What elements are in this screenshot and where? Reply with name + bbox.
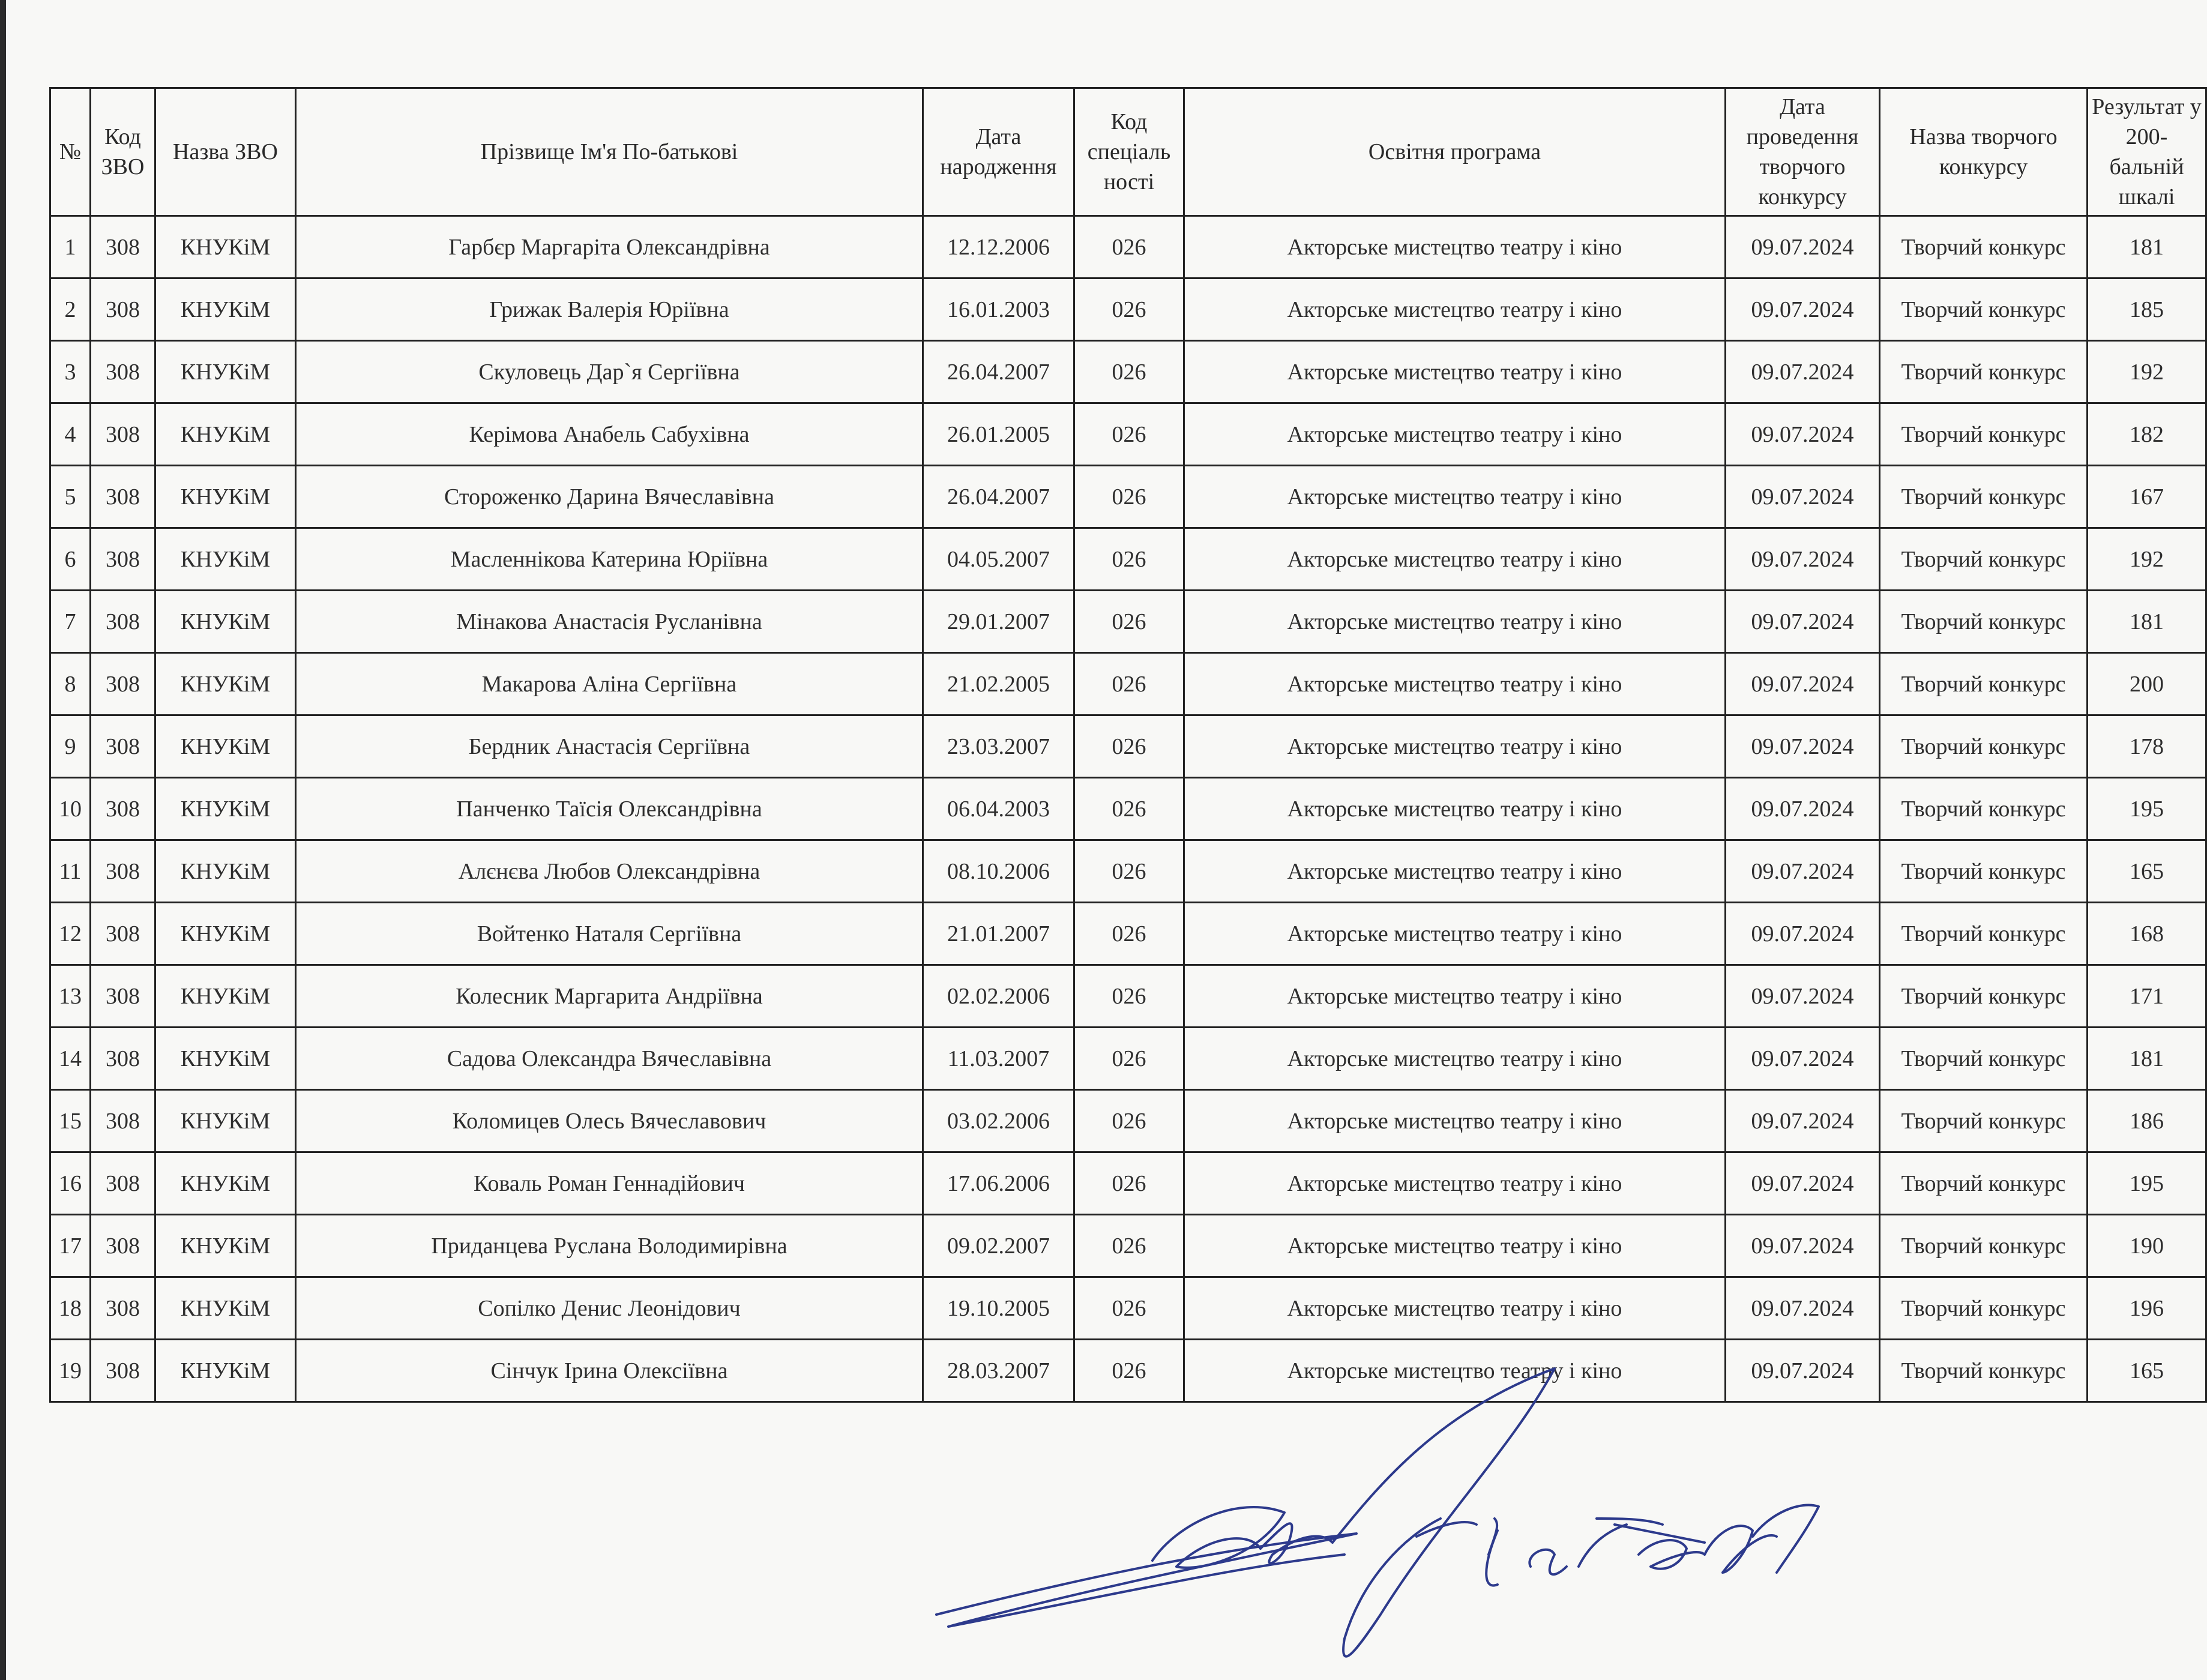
cell-number: 9 [50,715,91,778]
cell-program: Акторське мистецтво театру і кіно [1184,715,1726,778]
cell-number: 4 [50,403,91,466]
cell-specialty-code: 026 [1074,1028,1184,1090]
cell-contest-date: 09.07.2024 [1726,466,1880,528]
cell-program: Акторське мистецтво театру і кіно [1184,1152,1726,1215]
cell-contest-name: Творчий конкурс [1880,778,2088,840]
cell-contest-name: Творчий конкурс [1880,965,2088,1028]
cell-contest-date: 09.07.2024 [1726,1028,1880,1090]
cell-program: Акторське мистецтво театру і кіно [1184,653,1726,715]
cell-contest-date: 09.07.2024 [1726,1152,1880,1215]
cell-specialty-code: 026 [1074,528,1184,591]
table-row [50,715,2206,778]
cell-full-name: Гарбєр Маргаріта Олександрівна [296,216,923,278]
cell-contest-name: Творчий конкурс [1880,591,2088,653]
col-header-institution-code: Код ЗВО [91,88,155,216]
cell-contest-date: 09.07.2024 [1726,778,1880,840]
table-row [50,840,2206,903]
cell-full-name: Масленнікова Катерина Юріївна [296,528,923,591]
cell-institution-code: 308 [91,466,155,528]
cell-birth-date: 04.05.2007 [923,528,1074,591]
cell-birth-date: 17.06.2006 [923,1152,1074,1215]
cell-number: 1 [50,216,91,278]
cell-birth-date: 11.03.2007 [923,1028,1074,1090]
results-table [49,87,2207,1403]
col-header-specialty-code: Код спеціаль ності [1074,88,1184,216]
cell-full-name: Коломицев Олесь Вячеславович [296,1090,923,1152]
cell-number: 6 [50,528,91,591]
cell-program: Акторське мистецтво театру і кіно [1184,1215,1726,1277]
cell-number: 18 [50,1277,91,1340]
cell-institution-code: 308 [91,1215,155,1277]
cell-institution-code: 308 [91,903,155,965]
cell-contest-date: 09.07.2024 [1726,216,1880,278]
cell-full-name: Сопілко Денис Леонідович [296,1277,923,1340]
cell-score: 192 [2088,528,2206,591]
cell-program: Акторське мистецтво театру і кіно [1184,1028,1726,1090]
cell-contest-date: 09.07.2024 [1726,1215,1880,1277]
cell-program: Акторське мистецтво театру і кіно [1184,278,1726,341]
cell-full-name: Керімова Анабель Сабухівна [296,403,923,466]
table-row [50,466,2206,528]
cell-contest-name: Творчий конкурс [1880,216,2088,278]
cell-birth-date: 08.10.2006 [923,840,1074,903]
cell-full-name: Мінакова Анастасія Русланівна [296,591,923,653]
cell-contest-name: Творчий конкурс [1880,1028,2088,1090]
cell-birth-date: 09.02.2007 [923,1215,1074,1277]
cell-number: 15 [50,1090,91,1152]
cell-contest-date: 09.07.2024 [1726,403,1880,466]
cell-program: Акторське мистецтво театру і кіно [1184,341,1726,403]
cell-birth-date: 03.02.2006 [923,1090,1074,1152]
cell-contest-name: Творчий конкурс [1880,341,2088,403]
cell-institution-name: КНУКіМ [155,715,296,778]
cell-score: 168 [2088,903,2206,965]
cell-full-name: Панченко Таїсія Олександрівна [296,778,923,840]
cell-full-name: Алєнєва Любов Олександрівна [296,840,923,903]
cell-birth-date: 16.01.2003 [923,278,1074,341]
cell-contest-name: Творчий конкурс [1880,466,2088,528]
cell-institution-name: КНУКіМ [155,1028,296,1090]
cell-number: 13 [50,965,91,1028]
cell-contest-date: 09.07.2024 [1726,1090,1880,1152]
table-row [50,1277,2206,1340]
scan-edge [0,0,6,1680]
cell-number: 14 [50,1028,91,1090]
table-row [50,591,2206,653]
cell-contest-date: 09.07.2024 [1726,965,1880,1028]
cell-institution-name: КНУКіМ [155,903,296,965]
cell-score: 181 [2088,591,2206,653]
cell-program: Акторське мистецтво театру і кіно [1184,528,1726,591]
cell-birth-date: 21.02.2005 [923,653,1074,715]
cell-specialty-code: 026 [1074,403,1184,466]
col-header-number: № [50,88,91,216]
cell-program: Акторське мистецтво театру і кіно [1184,1340,1726,1402]
cell-score: 181 [2088,216,2206,278]
cell-institution-name: КНУКіМ [155,466,296,528]
cell-specialty-code: 026 [1074,1340,1184,1402]
cell-contest-date: 09.07.2024 [1726,278,1880,341]
cell-full-name: Сінчук Ірина Олексіївна [296,1340,923,1402]
cell-institution-code: 308 [91,1277,155,1340]
cell-birth-date: 28.03.2007 [923,1340,1074,1402]
cell-full-name: Макарова Аліна Сергіївна [296,653,923,715]
table-row [50,1152,2206,1215]
cell-institution-name: КНУКіМ [155,528,296,591]
cell-program: Акторське мистецтво театру і кіно [1184,840,1726,903]
cell-institution-code: 308 [91,653,155,715]
cell-program: Акторське мистецтво театру і кіно [1184,591,1726,653]
cell-number: 5 [50,466,91,528]
cell-contest-name: Творчий конкурс [1880,1090,2088,1152]
cell-program: Акторське мистецтво театру і кіно [1184,1090,1726,1152]
cell-specialty-code: 026 [1074,1277,1184,1340]
cell-institution-name: КНУКіМ [155,1090,296,1152]
cell-program: Акторське мистецтво театру і кіно [1184,466,1726,528]
cell-full-name: Колесник Маргарита Андріївна [296,965,923,1028]
cell-birth-date: 02.02.2006 [923,965,1074,1028]
cell-contest-date: 09.07.2024 [1726,715,1880,778]
cell-contest-name: Творчий конкурс [1880,278,2088,341]
col-header-contest-name: Назва творчого конкурсу [1880,88,2088,216]
cell-specialty-code: 026 [1074,778,1184,840]
cell-institution-code: 308 [91,778,155,840]
cell-institution-code: 308 [91,591,155,653]
cell-contest-name: Творчий конкурс [1880,903,2088,965]
cell-institution-name: КНУКіМ [155,403,296,466]
cell-contest-date: 09.07.2024 [1726,1277,1880,1340]
cell-birth-date: 26.01.2005 [923,403,1074,466]
cell-score: 185 [2088,278,2206,341]
cell-number: 12 [50,903,91,965]
cell-institution-name: КНУКіМ [155,965,296,1028]
table-row [50,403,2206,466]
cell-score: 195 [2088,778,2206,840]
cell-institution-code: 308 [91,216,155,278]
cell-contest-date: 09.07.2024 [1726,528,1880,591]
table-row [50,653,2206,715]
cell-specialty-code: 026 [1074,341,1184,403]
cell-contest-date: 09.07.2024 [1726,1340,1880,1402]
cell-institution-name: КНУКіМ [155,591,296,653]
table-row [50,278,2206,341]
cell-contest-name: Творчий конкурс [1880,653,2088,715]
cell-contest-date: 09.07.2024 [1726,341,1880,403]
col-header-contest-date: Дата проведення творчого конкурсу [1726,88,1880,216]
cell-full-name: Стороженко Дарина Вячеславівна [296,466,923,528]
cell-number: 3 [50,341,91,403]
cell-contest-name: Творчий конкурс [1880,403,2088,466]
col-header-score: Результат у 200-бальній шкалі [2088,88,2206,216]
table-row [50,778,2206,840]
cell-full-name: Бердник Анастасія Сергіївна [296,715,923,778]
cell-number: 11 [50,840,91,903]
cell-score: 182 [2088,403,2206,466]
cell-specialty-code: 026 [1074,840,1184,903]
cell-program: Акторське мистецтво театру і кіно [1184,903,1726,965]
table-row [50,1215,2206,1277]
cell-contest-name: Творчий конкурс [1880,1152,2088,1215]
cell-institution-code: 308 [91,1090,155,1152]
cell-full-name: Грижак Валерія Юріївна [296,278,923,341]
cell-program: Акторське мистецтво театру і кіно [1184,965,1726,1028]
cell-program: Акторське мистецтво театру і кіно [1184,403,1726,466]
cell-contest-name: Творчий конкурс [1880,1277,2088,1340]
cell-score: 178 [2088,715,2206,778]
table-row [50,1090,2206,1152]
cell-full-name: Коваль Роман Геннадійович [296,1152,923,1215]
cell-score: 165 [2088,840,2206,903]
cell-specialty-code: 026 [1074,965,1184,1028]
cell-specialty-code: 026 [1074,216,1184,278]
cell-contest-date: 09.07.2024 [1726,653,1880,715]
cell-institution-code: 308 [91,278,155,341]
table-row [50,965,2206,1028]
cell-score: 196 [2088,1277,2206,1340]
cell-birth-date: 26.04.2007 [923,341,1074,403]
table-row [50,903,2206,965]
cell-number: 8 [50,653,91,715]
cell-score: 195 [2088,1152,2206,1215]
handwritten-signature-icon [924,1374,1897,1680]
table-row [50,341,2206,403]
table-body [50,216,2206,1402]
cell-contest-date: 09.07.2024 [1726,591,1880,653]
cell-specialty-code: 026 [1074,903,1184,965]
cell-birth-date: 29.01.2007 [923,591,1074,653]
cell-institution-name: КНУКіМ [155,1215,296,1277]
col-header-birth-date: Дата народження [923,88,1074,216]
cell-institution-code: 308 [91,1340,155,1402]
cell-birth-date: 12.12.2006 [923,216,1074,278]
cell-contest-name: Творчий конкурс [1880,1340,2088,1402]
cell-specialty-code: 026 [1074,1090,1184,1152]
cell-institution-name: КНУКіМ [155,840,296,903]
cell-institution-name: КНУКіМ [155,1152,296,1215]
cell-institution-code: 308 [91,965,155,1028]
cell-contest-name: Творчий конкурс [1880,715,2088,778]
cell-number: 7 [50,591,91,653]
cell-institution-code: 308 [91,341,155,403]
col-header-institution-name: Назва ЗВО [155,88,296,216]
cell-score: 200 [2088,653,2206,715]
table-row [50,1028,2206,1090]
cell-birth-date: 21.01.2007 [923,903,1074,965]
cell-number: 10 [50,778,91,840]
cell-score: 186 [2088,1090,2206,1152]
cell-institution-name: КНУКіМ [155,341,296,403]
cell-institution-name: КНУКіМ [155,1277,296,1340]
cell-score: 167 [2088,466,2206,528]
cell-institution-name: КНУКіМ [155,653,296,715]
cell-birth-date: 26.04.2007 [923,466,1074,528]
cell-score: 181 [2088,1028,2206,1090]
cell-full-name: Приданцева Руслана Володимирівна [296,1215,923,1277]
cell-specialty-code: 026 [1074,1215,1184,1277]
cell-contest-date: 09.07.2024 [1726,840,1880,903]
cell-institution-name: КНУКіМ [155,216,296,278]
cell-institution-code: 308 [91,403,155,466]
cell-institution-name: КНУКіМ [155,778,296,840]
cell-specialty-code: 026 [1074,278,1184,341]
cell-program: Акторське мистецтво театру і кіно [1184,1277,1726,1340]
cell-contest-date: 09.07.2024 [1726,903,1880,965]
cell-full-name: Войтенко Наталя Сергіївна [296,903,923,965]
cell-birth-date: 19.10.2005 [923,1277,1074,1340]
cell-specialty-code: 026 [1074,591,1184,653]
cell-number: 16 [50,1152,91,1215]
cell-institution-code: 308 [91,715,155,778]
col-header-full-name: Прізвище Ім'я По-батькові [296,88,923,216]
cell-score: 192 [2088,341,2206,403]
cell-institution-code: 308 [91,1152,155,1215]
cell-specialty-code: 026 [1074,466,1184,528]
cell-contest-name: Творчий конкурс [1880,528,2088,591]
cell-institution-name: КНУКіМ [155,278,296,341]
cell-number: 2 [50,278,91,341]
cell-score: 171 [2088,965,2206,1028]
cell-score: 165 [2088,1340,2206,1402]
cell-specialty-code: 026 [1074,715,1184,778]
cell-full-name: Скуловець Дар`я Сергіївна [296,341,923,403]
cell-score: 190 [2088,1215,2206,1277]
cell-contest-name: Творчий конкурс [1880,840,2088,903]
cell-full-name: Садова Олександра Вячеславівна [296,1028,923,1090]
cell-number: 19 [50,1340,91,1402]
cell-specialty-code: 026 [1074,653,1184,715]
cell-specialty-code: 026 [1074,1152,1184,1215]
cell-institution-name: КНУКіМ [155,1340,296,1402]
cell-birth-date: 06.04.2003 [923,778,1074,840]
cell-institution-code: 308 [91,528,155,591]
table-row [50,216,2206,278]
cell-contest-name: Творчий конкурс [1880,1215,2088,1277]
col-header-program: Освітня програма [1184,88,1726,216]
cell-program: Акторське мистецтво театру і кіно [1184,778,1726,840]
cell-program: Акторське мистецтво театру і кіно [1184,216,1726,278]
table-row [50,528,2206,591]
cell-number: 17 [50,1215,91,1277]
header-row [50,88,2206,216]
cell-institution-code: 308 [91,1028,155,1090]
cell-birth-date: 23.03.2007 [923,715,1074,778]
cell-institution-code: 308 [91,840,155,903]
